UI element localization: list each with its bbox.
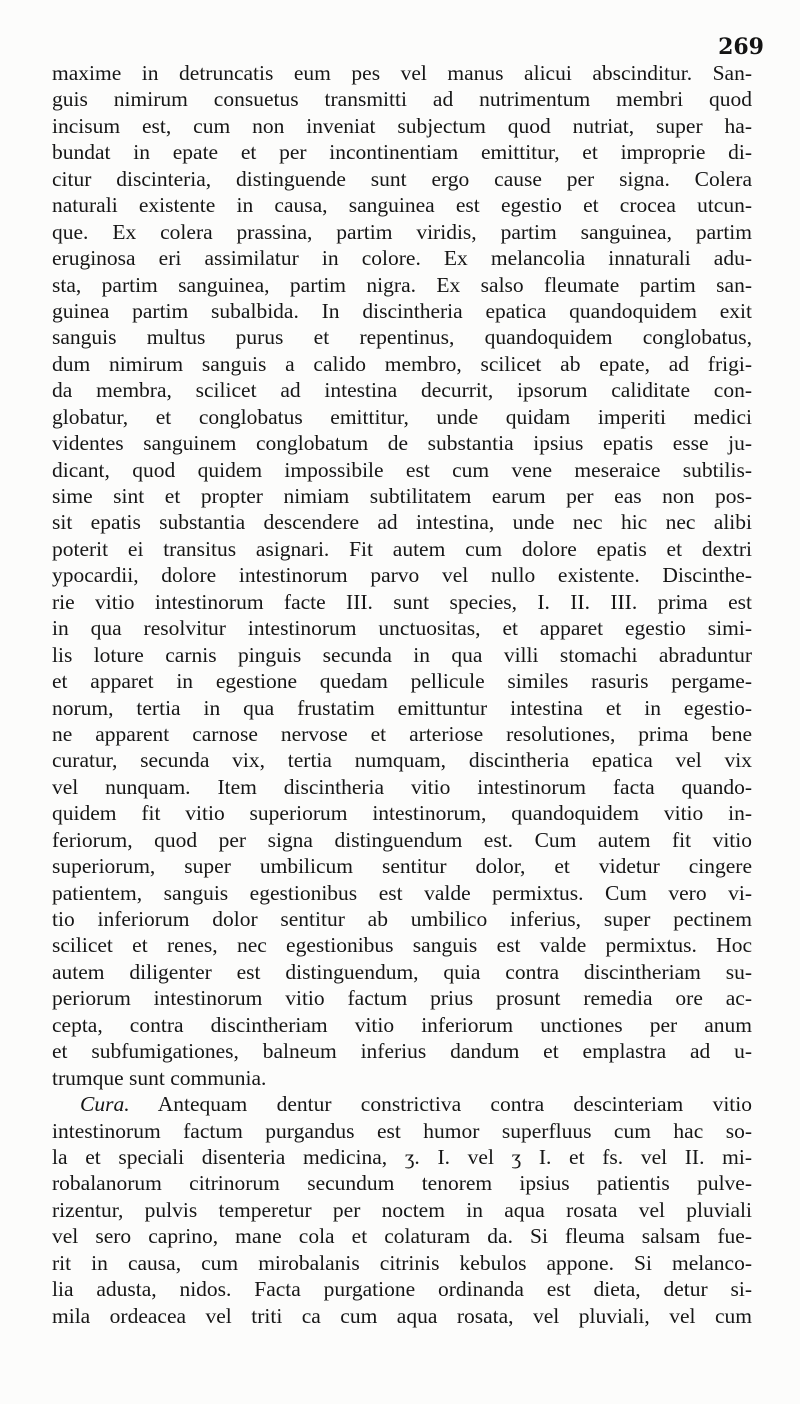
text-line: que. Ex colera prassina, partim viridis, partim sanguinea, partim [52, 219, 752, 244]
text-line: quidem fit vitio superiorum intestinorum, quandoquidem vitio in- [52, 801, 752, 826]
text-line: patientem, sanguis egestionibus est valde permixtus. Cum vero vi- [52, 880, 752, 905]
text-line: videntes sanguinem conglobatum de substantia ipsius epatis esse ju- [52, 431, 752, 456]
text-line: la et speciali disenteria medicina, ʒ. I. vel ʒ I. et fs. vel II. mi- [52, 1144, 752, 1169]
text-line: dum nimirum sanguis a calido membro, scilicet ab epate, ad frigi- [52, 351, 752, 376]
text-line: tio inferiorum dolor sentitur ab umbilico inferius, super pectinem [52, 907, 752, 931]
text-line: guinea partim subalbida. In discintheria epatica quandoquidem exit [52, 298, 752, 323]
text-line: in qua resolvitur intestinorum unctuositas, et apparet egestio simi- [52, 616, 752, 641]
text-line: vel sero caprino, mane cola et colaturam da. Si fleuma salsam fue- [52, 1224, 752, 1249]
page-bottom-margin [0, 1404, 800, 1422]
text-line: lis loture carnis pinguis secunda in qua villi stomachi abraduntur [52, 642, 752, 667]
text-line: globatur, et conglobatus emittitur, unde quidam imperiti medici [52, 404, 752, 429]
text-line: curatur, secunda vix, tertia numquam, discintheria epatica vel vix [52, 748, 752, 773]
text-line: dicant, quod quidem impossibile est cum vene meseraice subtilis- [52, 457, 752, 482]
text-line: incisum est, cum non inveniat subjectum quod nutriat, super ha- [52, 113, 752, 138]
text-line: da membra, scilicet ad intestina decurrit, ipsorum caliditate con- [52, 378, 752, 403]
text-line: sanguis multus purus et repentinus, quandoquidem conglobatus, [52, 325, 752, 350]
text-line: bundat in epate et per incontinentiam emittitur, et improprie di- [52, 140, 752, 165]
text-line: feriorum, quod per signa distinguendum est. Cum autem fit vitio [52, 827, 752, 852]
text-line: et subfumigationes, balneum inferius dandum et emplastra ad u- [52, 1039, 752, 1064]
text-line: rizentur, pulvis temperetur per noctem in aqua rosata vel pluviali [52, 1197, 752, 1222]
text-line: citur discinteria, distinguende sunt ergo cause per signa. Colera [52, 166, 752, 191]
text-line: rie vitio intestinorum facte III. sunt species, I. II. III. prima est [52, 589, 752, 614]
text-line: et apparet in egestione quedam pellicule similes rasuris pergame- [52, 669, 752, 694]
text-line: lia adusta, nidos. Facta purgatione ordinanda est dieta, detur si- [52, 1277, 752, 1302]
text-line: trumque sunt communia. [52, 1065, 267, 1090]
text-line: maxime in detruncatis eum pes vel manus alicui abscinditur. San- [52, 61, 752, 85]
text-line: sit epatis substantia descendere ad intestina, unde nec hic nec alibi [52, 510, 752, 535]
body-text [52, 60, 752, 1329]
page-number: 269 [718, 34, 764, 60]
text-line: cepta, contra discintheriam vitio inferiorum unctiones per anum [52, 1012, 752, 1037]
text-line: vel nunquam. Item discintheria vitio intestinorum facta quando- [52, 774, 752, 799]
text-line: poterit ei transitus asignari. Fit autem cum dolore epatis et dextri [52, 536, 752, 561]
text-line: scilicet et renes, nec egestionibus sanguis est valde permixtus. Hoc [52, 933, 752, 958]
text-line: intestinorum factum purgandus est humor superfluus cum hac so- [52, 1118, 752, 1143]
text-line: autem diligenter est distinguendum, quia contra discintheriam su- [52, 959, 752, 984]
text-line [52, 1091, 752, 1117]
text-line: superiorum, super umbilicum sentitur dolor, et videtur cingere [52, 854, 752, 879]
text-line: eruginosa eri assimilatur in colore. Ex melancolia innaturali adu- [52, 246, 752, 271]
text-line: periorum intestinorum vitio factum prius prosunt remedia ore ac- [52, 986, 752, 1011]
text-line: robalanorum citrinorum secundum tenorem ipsius patientis pulve- [52, 1171, 752, 1196]
text-line: guis nimirum consuetus transmitti ad nutrimentum membri quod [52, 87, 752, 112]
text-line: sime sint et propter nimiam subtilitatem earum per eas non pos- [52, 484, 752, 508]
text-line: ne apparent carnose nervose et arteriose resolutiones, prima bene [52, 721, 752, 746]
text-line: sta, partim sanguinea, partim nigra. Ex salso fleumate partim san- [52, 272, 752, 297]
text-line: norum, tertia in qua frustatim emittuntur intestina et in egestio- [52, 695, 752, 720]
text-line: naturali existente in causa, sanguinea est egestio et crocea utcun- [52, 193, 752, 218]
text-line: ypocardii, dolore intestinorum parvo vel nullo existente. Discinthe- [52, 563, 752, 588]
text-line: mila ordeacea vel triti ca cum aqua rosata, vel pluviali, vel cum [52, 1303, 752, 1328]
cura-heading: Cura. [80, 1092, 130, 1117]
text-line: rit in causa, cum mirobalanis citrinis kebulos appone. Si melanco- [52, 1250, 752, 1275]
text-line-content: Antequam dentur constrictiva contra descinteriam vitio [157, 1092, 752, 1117]
